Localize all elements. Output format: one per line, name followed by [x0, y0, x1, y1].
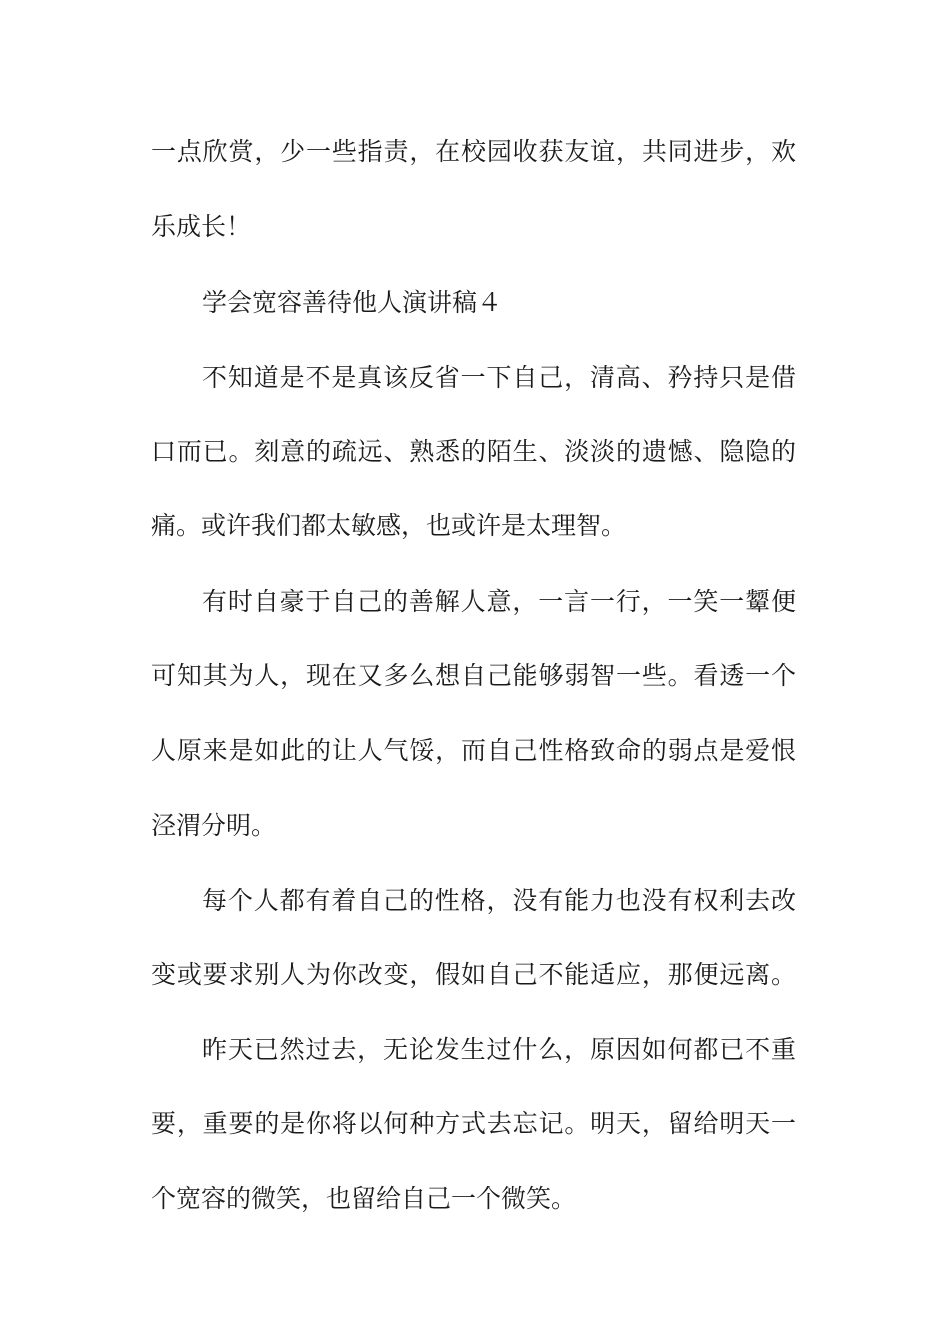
section-heading: 学会宽容善待他人演讲稿４ [202, 288, 503, 317]
text-line: 每个人都有着自己的性格，没有能力也没有权利去改 [202, 886, 796, 915]
text-line: 痛。或许我们都太敏感，也或许是太理智。 [151, 511, 627, 540]
text-line: 人原来是如此的让人气馁，而自己性格致命的弱点是爱恨 [151, 736, 796, 765]
text-line: 有时自豪于自己的善解人意，一言一行，一笑一颦便 [202, 587, 796, 616]
text-line: 要，重要的是你将以何种方式去忘记。明天，留给明天一 [151, 1109, 796, 1138]
text-line: 昨天已然过去，无论发生过什么，原因如何都已不重 [202, 1035, 796, 1064]
text-line: 泾渭分明。 [151, 811, 277, 840]
text-line: 变或要求别人为你改变，假如自己不能适应，那便远离。 [151, 960, 796, 989]
text-line: 口而已。刻意的疏远、熟悉的陌生、淡淡的遗憾、隐隐的 [151, 437, 796, 466]
text-line: 一点欣赏，少一些指责，在校园收获友谊，共同进步，欢 [151, 137, 796, 166]
text-line: 可知其为人，现在又多么想自己能够弱智一些。看透一个 [151, 661, 796, 690]
text-line: 不知道是不是真该反省一下自己，清高、矜持只是借 [202, 363, 796, 392]
text-line: 乐成长！ [151, 212, 252, 241]
text-line: 个宽容的微笑，也留给自己一个微笑。 [151, 1184, 577, 1213]
